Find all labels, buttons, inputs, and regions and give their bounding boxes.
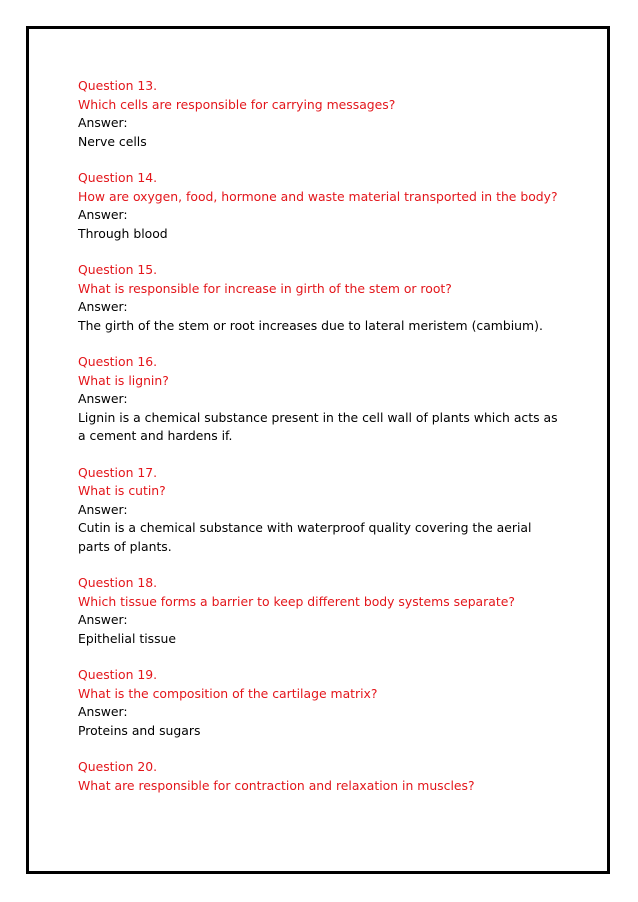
question-number: Question 15. [78,262,158,277]
question-text: What is cutin? [78,483,166,498]
answer-text: Epithelial tissue [78,630,177,646]
question-text: What is responsible for increase in girth of the stem or root? [78,280,452,296]
qa-list [78,77,558,813]
qa-block-17 [78,464,558,557]
qa-block-16 [78,353,558,446]
qa-block-13 [78,77,558,151]
answer-label: Answer: [78,391,128,406]
qa-block-20 [78,758,558,795]
question-text: Which tissue forms a barrier to keep different body systems separate? [78,593,515,609]
qa-block-18 [78,574,558,648]
answer-label: Answer: [78,299,128,314]
question-text: What is the composition of the cartilage matrix? [78,685,378,701]
answer-label: Answer: [78,704,128,719]
question-text: How are oxygen, food, hormone and waste material transported in the body? [78,188,558,204]
question-number: Question 18. [78,575,158,590]
question-text: What are responsible for contraction and relaxation in muscles? [78,777,475,793]
answer-label: Answer: [78,207,128,222]
question-text: Which cells are responsible for carrying messages? [78,96,396,112]
question-number: Question 16. [78,354,158,369]
question-number: Question 17. [78,464,158,480]
question-text: What is lignin? [78,372,169,388]
question-number: Question 19. [78,667,158,682]
answer-text: Nerve cells [78,133,147,149]
answer-text: Lignin is a chemical substance present in the cell wall of plants which acts as a cement and hardens if. [78,409,558,443]
qa-block-19 [78,666,558,740]
answer-text: Cutin is a chemical substance with waterproof quality covering the aerial parts of plants. [78,520,532,554]
answer-label: Answer: [78,501,128,517]
qa-block-14 [78,169,558,243]
answer-label: Answer: [78,612,128,627]
question-number: Question 20. [78,759,158,774]
answer-text: The girth of the stem or root increases due to lateral meristem (cambium). [78,317,543,333]
answer-text: Through blood [78,225,168,241]
question-number: Question 14. [78,170,158,185]
question-number: Question 13. [78,78,158,93]
answer-text: Proteins and sugars [78,722,201,738]
qa-block-15 [78,261,558,335]
answer-label: Answer: [78,115,128,130]
